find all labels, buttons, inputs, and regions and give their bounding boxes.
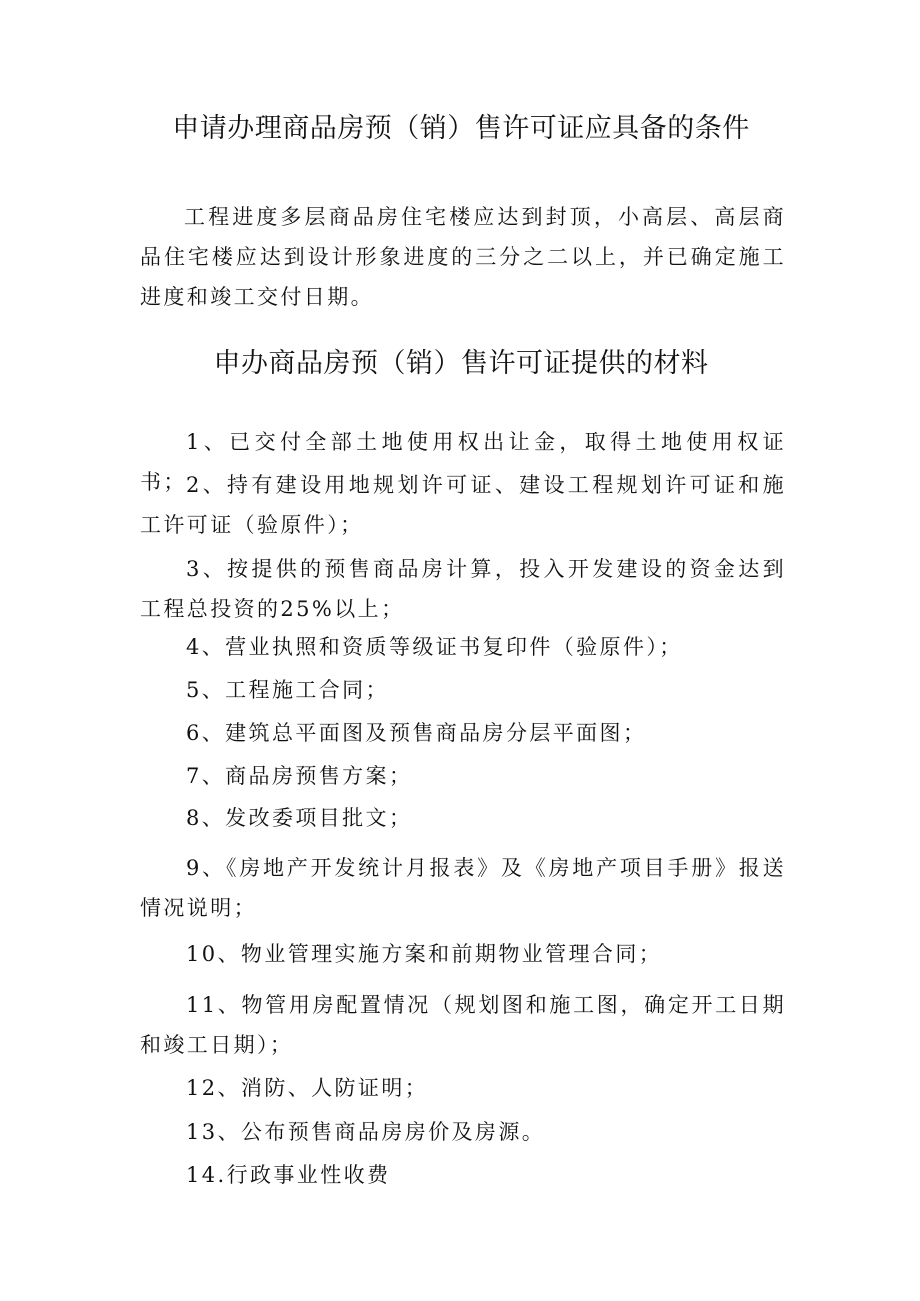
material-item-7: 7、商品房预售方案；	[186, 764, 413, 788]
material-item-9: 9、《房地产开发统计月报表》及《房地产项目手册》报送情况说明；	[140, 856, 786, 920]
material-item-5: 5、工程施工合同；	[186, 678, 389, 702]
conditions-paragraph: 工程进度多层商品房住宅楼应达到封顶，小高层、高层商品住宅楼应达到设计形象进度的三分之二以上，并已确定施工进度和竣工交付日期。	[140, 205, 786, 309]
material-item-14: 14.行政事业性收费	[186, 1163, 391, 1187]
material-item-10: 10、物业管理实施方案和前期物业管理合同；	[186, 942, 663, 966]
material-item-2: 2、持有建设用地规划许可证、建设工程规划许可证和施工许可证（验原件）；	[140, 473, 786, 537]
material-item-12: 12、消防、人防证明；	[186, 1076, 429, 1100]
material-item-1: 1、已交付全部土地使用权出让金，取得土地使用权证书；	[140, 430, 786, 494]
material-item-3: 3、按提供的预售商品房计算，投入开发建设的资金达到工程总投资的25%以上；	[140, 557, 786, 621]
material-item-11: 11、物管用房配置情况（规划图和施工图，确定开工日期和竣工日期）；	[140, 993, 786, 1057]
material-item-8: 8、发改委项目批文；	[186, 806, 413, 830]
material-item-6: 6、建筑总平面图及预售商品房分层平面图；	[186, 721, 647, 745]
material-item-13: 13、公布预售商品房房价及房源。	[186, 1120, 546, 1144]
heading-materials: 申办商品房预（销）售许可证提供的材料	[213, 348, 709, 379]
material-item-4: 4、营业执照和资质等级证书复印件（验原件）；	[186, 635, 683, 659]
heading-conditions: 申请办理商品房预（销）售许可证应具备的条件	[172, 113, 750, 144]
